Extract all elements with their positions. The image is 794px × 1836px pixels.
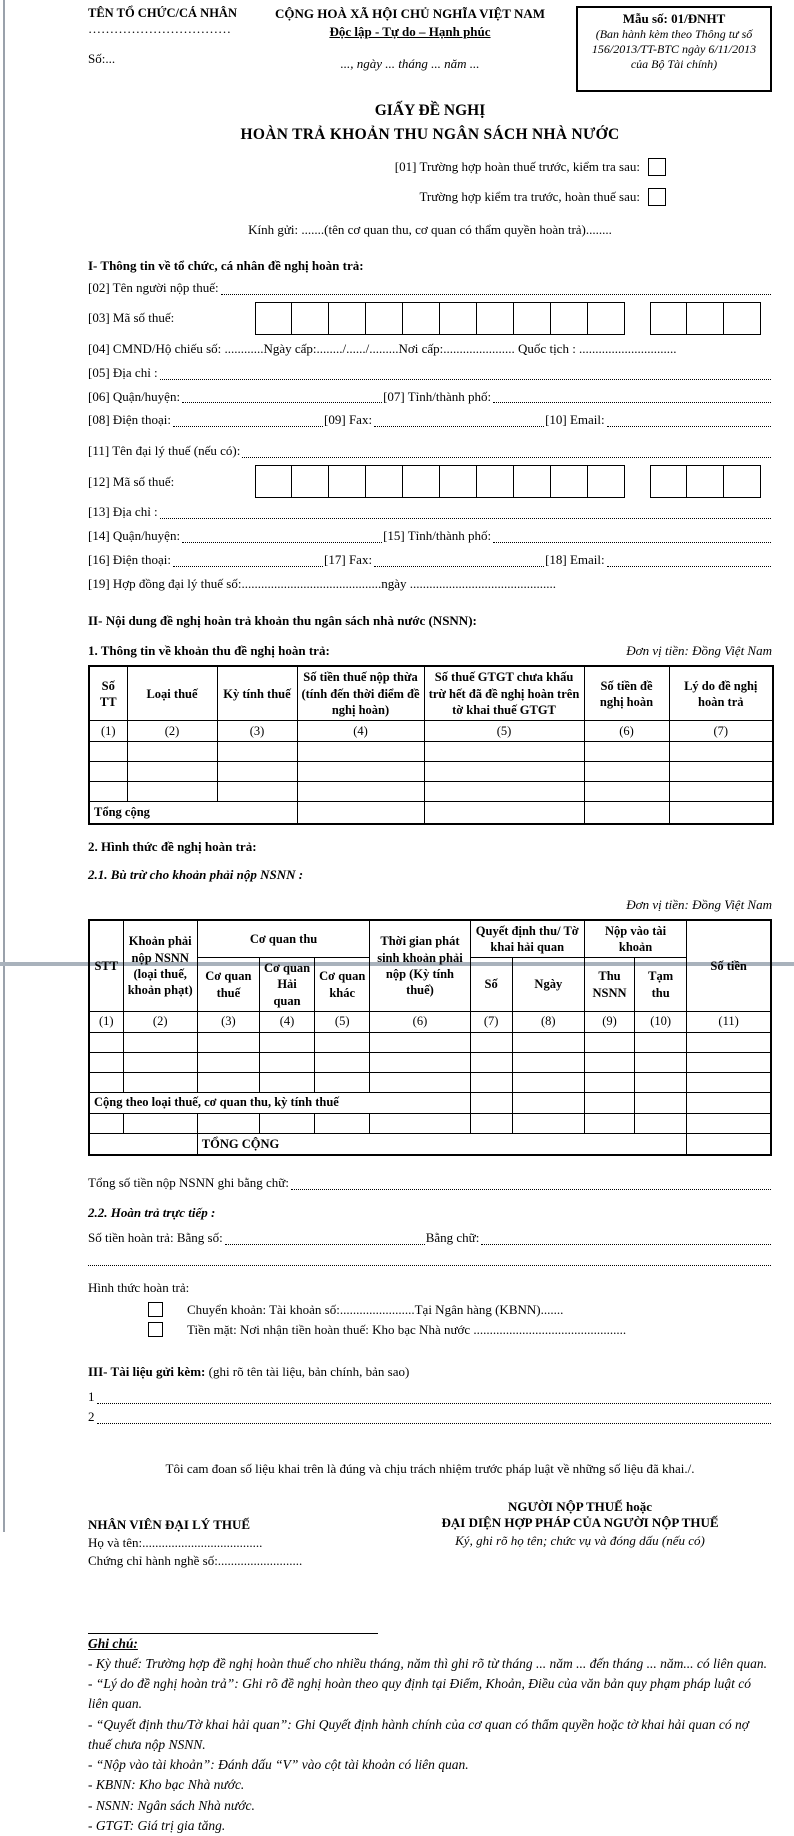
empty-cell [470, 1092, 512, 1113]
form-header [88, 6, 772, 92]
col-number: (4) [259, 1011, 314, 1032]
note-item: - NSNN: Ngân sách Nhà nước. [88, 1797, 255, 1813]
empty-cell [424, 782, 584, 802]
notes-heading: Ghi chú: [88, 1635, 138, 1651]
empty-cell [197, 1052, 259, 1072]
method-cash-checkbox[interactable] [148, 1322, 163, 1337]
table2-empty-row [89, 1113, 771, 1133]
subsection-2-heading: 2. Hình thức đề nghị hoàn trả: [88, 838, 257, 854]
empty-cell [635, 1092, 687, 1113]
field-04-label: [04] CMND/Hộ chiếu số: ............Ngày cấp:......../....../.........Nơi cấp:...................... Quốc tịch : .............................. [88, 340, 677, 356]
table2-subheader-cell: Ngày [512, 958, 584, 1012]
note-item: - “Quyết định thu/Tờ khai hải quan”: Ghi Quyết định hành chính của cơ quan có thẩm quyền hoặc tờ khai hải quan có nợ thuế chưa nộp NSNN. [88, 1716, 749, 1752]
org-name-dots: …………………………… [88, 21, 231, 36]
table2-subtotal-row [89, 1092, 771, 1113]
empty-cell [470, 1052, 512, 1072]
date-line: ..., ngày ... tháng ... năm ... [340, 56, 480, 71]
field-11-label: [11] Tên đại lý thuế (nếu có): [88, 443, 241, 459]
table2-empty-row [89, 1032, 771, 1052]
empty-cell [127, 742, 217, 762]
attachment-1-row [88, 1388, 772, 1407]
empty-cell [687, 1113, 771, 1133]
table2-header-cell: Thời gian phát sinh khoản phải nộp (Kỳ tính thuế) [370, 920, 470, 1012]
tax-code-cell [403, 302, 440, 335]
field-15-label: [15] Tỉnh/thành phố: [383, 527, 492, 543]
empty-cell [89, 1052, 123, 1072]
table1-header-cell: Số tiền thuế nộp thừa (tính đến thời điểm đề nghị hoàn) [297, 666, 424, 720]
table2-subtotal-label: Cộng theo loại thuế, cơ quan thu, kỳ tính thuế [89, 1092, 470, 1113]
empty-cell [370, 1052, 470, 1072]
field-18-fill-line [607, 554, 771, 567]
empty-cell [370, 1032, 470, 1052]
agent-tax-code-boxes-main [255, 465, 625, 498]
case-option-2-label: Trường hợp kiểm tra trước, hoàn thuế sau: [419, 189, 640, 204]
document-title-line1: GIẤY ĐỀ NGHỊ [374, 102, 486, 119]
table2-header-cell: Cơ quan thu [197, 920, 370, 958]
empty-cell [669, 802, 773, 824]
table1-header-cell: Số TT [89, 666, 127, 720]
field-19-row [88, 575, 772, 594]
tax-code-cell [477, 302, 514, 335]
empty-cell [217, 782, 297, 802]
empty-cell [315, 1113, 370, 1133]
table2-subheader-cell: Cơ quan thuế [197, 958, 259, 1012]
table2-subheader-cell: Cơ quan Hải quan [259, 958, 314, 1012]
col-number: (6) [584, 721, 669, 742]
agent-name-line: Họ và tên:..................................... [88, 1534, 263, 1550]
empty-cell [584, 782, 669, 802]
attachment-1-number: 1 [88, 1388, 95, 1404]
empty-cell [197, 1113, 259, 1133]
empty-cell [259, 1072, 314, 1092]
section-1-heading: I- Thông tin về tổ chức, cá nhân đề nghị hoàn trả: [88, 258, 364, 273]
empty-cell [424, 802, 584, 824]
currency-note-1: Đơn vị tiền: Đồng Việt Nam [626, 643, 772, 659]
empty-cell [259, 1032, 314, 1052]
signature-section [88, 1499, 772, 1569]
empty-cell [89, 1032, 123, 1052]
empty-cell [370, 1072, 470, 1092]
agent-signature-block [88, 1499, 388, 1569]
empty-cell [123, 1072, 197, 1092]
empty-cell [297, 742, 424, 762]
method-cash-row [88, 1322, 772, 1338]
field-03-label: [03] Mã số thuế: [88, 310, 175, 326]
col-number: (9) [584, 1011, 634, 1032]
empty-cell [584, 762, 669, 782]
field-03-row [88, 302, 772, 335]
field-13-label: [13] Địa chỉ : [88, 504, 158, 520]
refund-method-label: Hình thức hoàn trả: [88, 1280, 190, 1296]
empty-cell [89, 1072, 123, 1092]
agent-signature-title: NHÂN VIÊN ĐẠI LÝ THUẾ [88, 1516, 251, 1532]
case-option-2-checkbox[interactable] [648, 188, 666, 206]
table2-grandtotal-label: TỔNG CỘNG [197, 1133, 686, 1155]
field-08-09-10-row [88, 411, 772, 430]
empty-cell [89, 762, 127, 782]
section-3-heading-text: III- Tài liệu gửi kèm: [88, 1363, 206, 1379]
case-option-2-row [194, 188, 666, 206]
field-16-17-18-row [88, 551, 772, 570]
tax-code-cell [255, 465, 292, 498]
method-transfer-row [88, 1302, 772, 1318]
case-option-1-checkbox[interactable] [648, 158, 666, 176]
empty-cell [470, 1072, 512, 1092]
empty-cell [315, 1052, 370, 1072]
tax-code-cell [650, 465, 687, 498]
table2-header-cell: STT [89, 920, 123, 1012]
field-09-fill-line [374, 414, 544, 427]
refund-in-words-fill [481, 1232, 771, 1245]
empty-cell [89, 742, 127, 762]
table1-caption-row [88, 643, 772, 659]
empty-cell [470, 1032, 512, 1052]
tax-code-cell [329, 465, 366, 498]
org-name-label: TÊN TỔ CHỨC/CÁ NHÂN [88, 6, 237, 20]
note-item: - GTGT: Giá trị gia tăng. [88, 1817, 226, 1833]
agent-tax-code-boxes-suffix [650, 465, 761, 498]
attachment-2-number: 2 [88, 1408, 95, 1424]
field-10-fill-line [607, 414, 771, 427]
currency-note-2: Đơn vị tiền: Đồng Việt Nam [626, 896, 772, 912]
field-13-row [88, 503, 772, 522]
field-05-fill-line [160, 367, 771, 380]
agent-cert-line: Chứng chỉ hành nghề số:.......................... [88, 1552, 303, 1568]
tax-code-boxes-main [255, 302, 625, 335]
tax-code-cell [724, 465, 761, 498]
refund-request-table [88, 665, 774, 824]
col-number: (1) [89, 1011, 123, 1032]
empty-cell [297, 782, 424, 802]
table2-header-cell: Quyết định thu/ Tờ khai hải quan [470, 920, 584, 958]
empty-cell [217, 762, 297, 782]
field-18-label: [18] Email: [545, 551, 605, 567]
table2-subheader-cell: Cơ quan khác [315, 958, 370, 1012]
empty-cell [512, 1092, 584, 1113]
method-cash-label: Tiền mặt: Nơi nhận tiền hoàn thuế: Kho bạc Nhà nước ............................................... [187, 1321, 627, 1337]
subsection-2-2-heading: 2.2. Hoàn trả trực tiếp : [88, 1205, 216, 1221]
field-09-label: [09] Fax: [324, 412, 373, 428]
table1-header-cell: Số tiền đề nghị hoàn [584, 666, 669, 720]
col-number: (7) [470, 1011, 512, 1032]
empty-cell [512, 1072, 584, 1092]
tax-code-cell [477, 465, 514, 498]
col-number: (5) [424, 721, 584, 742]
table2-header-cell: Khoản phải nộp NSNN (loại thuế, khoản phạt) [123, 920, 197, 1012]
empty-cell [315, 1072, 370, 1092]
empty-cell [584, 1072, 634, 1092]
section-3-heading-note: (ghi rõ tên tài liệu, bản chính, bản sao) [205, 1363, 410, 1379]
empty-cell [259, 1113, 314, 1133]
tax-code-cell [366, 302, 403, 335]
national-title: CỘNG HOÀ XÃ HỘI CHỦ NGHĨA VIỆT NAM [274, 6, 546, 21]
empty-cell [197, 1072, 259, 1092]
national-block [256, 6, 564, 92]
empty-cell [123, 1113, 197, 1133]
empty-cell [123, 1032, 197, 1052]
field-02-label: [02] Tên người nộp thuế: [88, 280, 219, 295]
table1-total-row [89, 802, 773, 824]
empty-cell [424, 762, 584, 782]
tax-code-cell [724, 302, 761, 335]
empty-cell [635, 1072, 687, 1092]
table2-header-cell: Số tiền [687, 920, 771, 1012]
note-item: - “Lý do đề nghị hoàn trả”: Ghi rõ đề nghị hoàn theo quy định tại Điểm, Khoản, Điều của văn bản quy phạm pháp luật có liên quan. [88, 1676, 751, 1712]
col-number: (2) [127, 721, 217, 742]
note-item: - Kỳ thuế: Trường hợp đề nghị hoàn thuế cho nhiều tháng, năm thì ghi rõ từ tháng ... năm ... đến tháng ... năm... có liên quan. [88, 1655, 767, 1671]
note-item: - KBNN: Kho bạc Nhà nước. [88, 1777, 245, 1793]
tax-code-cell [588, 302, 625, 335]
field-08-fill-line [173, 414, 323, 427]
note-item: - “Nộp vào tài khoản”: Đánh dấu “V” vào cột tài khoản có liên quan. [88, 1757, 469, 1773]
tax-code-cell [440, 302, 477, 335]
empty-cell [669, 782, 773, 802]
empty-cell [127, 762, 217, 782]
table1-empty-row [89, 782, 773, 802]
refund-amount-row [88, 1229, 772, 1248]
org-block [88, 6, 256, 92]
table2-colnum-row [89, 1011, 771, 1032]
field-19-label: [19] Hợp đồng đại lý thuế số:...........................................ngày ............................................. [88, 575, 556, 591]
doc-number-label: Số:... [88, 51, 116, 66]
case-option-1-label: [01] Trường hợp hoàn thuế trước, kiểm tra sau: [394, 159, 640, 174]
attachment-2-fill [97, 1411, 772, 1424]
field-13-fill-line [160, 506, 771, 519]
tax-code-cell [255, 302, 292, 335]
case-option-1-row [194, 158, 666, 176]
refund-method-row [88, 1279, 772, 1298]
tax-code-cell [650, 302, 687, 335]
total-in-words-row [88, 1174, 772, 1193]
field-04-row [88, 340, 772, 359]
form-number-box [576, 6, 772, 92]
offset-payment-table [88, 919, 772, 1157]
field-16-fill-line [173, 554, 323, 567]
empty-cell [584, 1092, 634, 1113]
col-number: (7) [669, 721, 773, 742]
refund-amount-number-fill [225, 1232, 425, 1245]
col-number: (3) [197, 1011, 259, 1032]
empty-cell [687, 1072, 771, 1092]
empty-cell [512, 1113, 584, 1133]
empty-cell [687, 1092, 771, 1113]
document-title-line2: HOÀN TRẢ KHOẢN THU NGÂN SÁCH NHÀ NƯỚC [240, 126, 620, 143]
tax-code-cell [588, 465, 625, 498]
empty-cell [687, 1133, 771, 1155]
total-in-words-label: Tổng số tiền nộp NSNN ghi bằng chữ: [88, 1175, 289, 1191]
table2-subheader-cell: Tạm thu [635, 958, 687, 1012]
tax-code-cell [687, 302, 724, 335]
col-number: (5) [315, 1011, 370, 1032]
field-14-fill-line [182, 530, 382, 543]
tax-code-cell [551, 465, 588, 498]
form-number-note: (Ban hành kèm theo Thông tư số 156/2013/TT-BTC ngày 6/11/2013 của Bộ Tài chính) [591, 27, 757, 71]
tax-code-cell [440, 465, 477, 498]
national-motto: Độc lập - Tự do – Hạnh phúc [329, 24, 491, 39]
subsection-2-1-heading: 2.1. Bù trừ cho khoản phải nộp NSNN : [88, 866, 304, 882]
taxpayer-signature-note: Ký, ghi rõ họ tên; chức vụ và đóng dấu (nếu có) [455, 1532, 705, 1548]
empty-cell [297, 802, 424, 824]
field-05-row [88, 364, 772, 383]
method-transfer-checkbox[interactable] [148, 1302, 163, 1317]
form-content [88, 6, 772, 1836]
table2-subheader-cell: Thu NSNN [584, 958, 634, 1012]
field-07-label: [07] Tỉnh/thành phố: [383, 388, 492, 404]
refund-in-words-label: Bằng chữ: [425, 1230, 480, 1246]
field-17-label: [17] Fax: [324, 551, 373, 567]
tax-code-cell [366, 465, 403, 498]
col-number: (3) [217, 721, 297, 742]
empty-cell [687, 1052, 771, 1072]
section-2-heading: II- Nội dung đề nghị hoàn trả khoản thu ngân sách nhà nước (NSNN): [88, 613, 477, 629]
field-06-fill-line [182, 390, 382, 403]
field-11-row [88, 442, 772, 461]
tax-code-cell [551, 302, 588, 335]
table1-header-row [89, 666, 773, 720]
field-15-fill-line [493, 530, 771, 543]
field-06-label: [06] Quận/huyện: [88, 388, 181, 404]
subsection-1-heading: 1. Thông tin về khoản thu đề nghị hoàn trả: [88, 643, 330, 659]
col-number: (6) [370, 1011, 470, 1032]
col-number: (8) [512, 1011, 584, 1032]
tax-code-cell [329, 302, 366, 335]
table1-header-cell: Số thuế GTGT chưa khấu trừ hết đã đề nghị hoàn trên tờ khai thuế GTGT [424, 666, 584, 720]
empty-cell [635, 1113, 687, 1133]
field-11-fill-line [242, 445, 771, 458]
taxpayer-signature-block [388, 1499, 772, 1569]
field-17-fill-line [374, 554, 544, 567]
page-left-edge-line [3, 0, 5, 1532]
table1-empty-row [89, 742, 773, 762]
table2-empty-row [89, 1072, 771, 1092]
empty-cell [687, 1032, 771, 1052]
field-07-fill-line [493, 390, 771, 403]
empty-cell [669, 762, 773, 782]
field-05-label: [05] Địa chỉ : [88, 364, 158, 380]
table2-header-cell: Nộp vào tài khoản [584, 920, 686, 958]
table1-colnum-row [89, 721, 773, 742]
col-number: (2) [123, 1011, 197, 1032]
empty-cell [217, 742, 297, 762]
table2-header-row-1 [89, 920, 771, 958]
empty-cell [669, 742, 773, 762]
empty-cell [635, 1032, 687, 1052]
empty-cell [259, 1052, 314, 1072]
field-12-label: [12] Mã số thuế: [88, 473, 175, 489]
table1-header-cell: Loại thuế [127, 666, 217, 720]
attachment-1-fill [97, 1391, 772, 1404]
field-10-label: [10] Email: [545, 412, 605, 428]
field-12-row [88, 465, 772, 498]
empty-cell [635, 1052, 687, 1072]
empty-cell [89, 1133, 197, 1155]
empty-cell [584, 802, 669, 824]
empty-cell [584, 1052, 634, 1072]
table2-subheader-cell: Số [470, 958, 512, 1012]
table1-empty-row [89, 762, 773, 782]
empty-cell [127, 782, 217, 802]
section-3-heading [88, 1364, 772, 1380]
total-in-words-fill-line [291, 1177, 771, 1190]
method-transfer-label: Chuyển khoản: Tài khoản số:.......................Tại Ngân hàng (KBNN)....... [187, 1301, 564, 1317]
commitment-statement: Tôi cam đoan số liệu khai trên là đúng và chịu trách nhiệm trước pháp luật về những số liệu đã khai./. [165, 1460, 695, 1476]
tax-code-cell [514, 302, 551, 335]
field-08-label: [08] Điện thoại: [88, 412, 172, 428]
refund-in-words-row2 [88, 1253, 772, 1269]
empty-cell [512, 1052, 584, 1072]
col-number: (1) [89, 721, 127, 742]
table1-total-label: Tổng cộng [89, 802, 297, 824]
empty-cell [370, 1113, 470, 1133]
empty-cell [470, 1113, 512, 1133]
taxpayer-signature-title2: ĐẠI DIỆN HỢP PHÁP CỦA NGƯỜI NỘP THUẾ [441, 1514, 719, 1530]
table2-grandtotal-row [89, 1133, 771, 1155]
col-number: (11) [687, 1011, 771, 1032]
empty-cell [424, 742, 584, 762]
tax-code-cell [292, 465, 329, 498]
empty-cell [584, 742, 669, 762]
taxpayer-signature-title1: NGƯỜI NỘP THUẾ hoặc [507, 1498, 653, 1514]
table1-header-cell: Kỳ tính thuế [217, 666, 297, 720]
empty-cell [584, 1113, 634, 1133]
empty-cell [584, 1032, 634, 1052]
col-number: (4) [297, 721, 424, 742]
tax-code-cell [514, 465, 551, 498]
field-02-row [88, 279, 772, 298]
field-16-label: [16] Điện thoại: [88, 551, 172, 567]
empty-cell [297, 762, 424, 782]
refund-in-words-fill-line2 [88, 1253, 771, 1266]
field-06-07-row [88, 388, 772, 407]
empty-cell [315, 1032, 370, 1052]
field-14-15-row [88, 527, 772, 546]
tax-code-cell [292, 302, 329, 335]
empty-cell [512, 1032, 584, 1052]
attachment-2-row [88, 1408, 772, 1427]
recipient-line: Kính gửi: .......(tên cơ quan thu, cơ quan có thẩm quyền hoàn trả)........ [248, 222, 612, 237]
refund-amount-label: Số tiền hoàn trả: Bằng số: [88, 1230, 223, 1246]
tax-code-cell [687, 465, 724, 498]
field-14-label: [14] Quận/huyện: [88, 527, 181, 543]
table1-header-cell: Lý do đề nghị hoàn trả [669, 666, 773, 720]
form-number-title: Mẫu số: 01/ĐNHT [622, 11, 726, 26]
empty-cell [197, 1032, 259, 1052]
col-number: (10) [635, 1011, 687, 1032]
table2-empty-row [89, 1052, 771, 1072]
field-02-fill-line [221, 282, 771, 295]
empty-cell [123, 1052, 197, 1072]
empty-cell [89, 782, 127, 802]
empty-cell [89, 1113, 123, 1133]
notes-section [88, 1634, 772, 1836]
tax-code-boxes-suffix [650, 302, 761, 335]
tax-code-cell [403, 465, 440, 498]
